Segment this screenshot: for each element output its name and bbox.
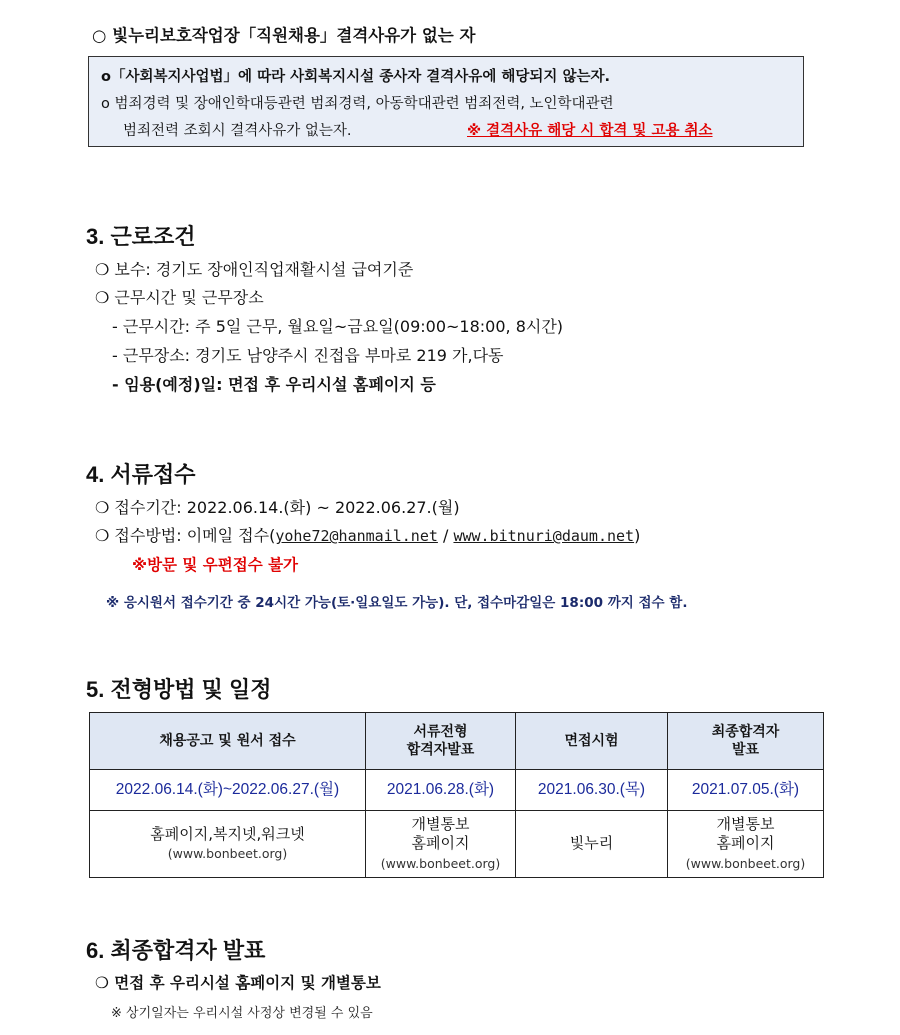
- header-document-screening: 서류전형 합격자발표: [366, 713, 516, 770]
- pay-line: ❍ 보수: 경기도 장애인직업재활시설 급여기준: [95, 260, 414, 279]
- section-5-title: 5. 전형방법 및 일정: [86, 677, 272, 702]
- box-line-2: ο 범죄경력 및 장애인학대등관련 범죄경력, 아동학대관련 범죄전력, 노인학대관련: [101, 96, 614, 112]
- hours-place-line: ❍ 근무시간 및 근무장소: [95, 288, 264, 307]
- disqualification-heading: ○ 빛누리보호작업장「직원채용」결격사유가 없는 자: [92, 26, 476, 45]
- email-separator: /: [437, 526, 454, 545]
- section-6-title: 6. 최종합격자 발표: [86, 938, 266, 963]
- date-final-announcement: 2021.07.05.(화): [668, 770, 824, 811]
- header-final-announcement: 최종합격자 발표: [668, 713, 824, 770]
- channel-final-announcement: 개별통보 홈페이지 (www.bonbeet.org): [668, 811, 824, 878]
- header-interview: 면접시험: [516, 713, 668, 770]
- box-warning: ※ 결격사유 해당 시 합격 및 고용 취소: [467, 123, 713, 139]
- appointment-line: - 임용(예정)일: 면접 후 우리시설 홈페이지 등: [112, 375, 436, 394]
- channel-interview: 빛누리: [516, 811, 668, 878]
- channel-application: 홈페이지,복지넷,워크넷 (www.bonbeet.org): [90, 811, 366, 878]
- receipt-period-line: ❍ 접수기간: 2022.06.14.(화) ~ 2022.06.27.(월): [95, 498, 460, 517]
- table-row-dates: [90, 770, 824, 811]
- method-suffix: ): [634, 526, 641, 545]
- receipt-note: ※ 응시원서 접수기간 중 24시간 가능(토·일요일도 가능). 단, 접수마감일은 18:00 까지 접수 함.: [106, 595, 688, 611]
- schedule-change-note: ※ 상기일자는 우리시설 사정상 변경될 수 있음: [111, 1006, 373, 1021]
- email-link-1[interactable]: yohe72@hanmail.net: [275, 527, 438, 545]
- section-3-title: 3. 근로조건: [86, 224, 196, 249]
- header-application: 채용공고 및 원서 접수: [90, 713, 366, 770]
- final-announcement-line: ❍ 면접 후 우리시설 홈페이지 및 개별통보: [95, 974, 381, 992]
- box-line-3: 범죄전력 조회시 결격사유가 없는자.: [123, 123, 352, 139]
- work-place-line: - 근무장소: 경기도 남양주시 진접읍 부마로 219 가,다동: [112, 346, 504, 365]
- date-document-screening: 2021.06.28.(화): [366, 770, 516, 811]
- no-visit-notice: ※방문 및 우편접수 불가: [132, 556, 299, 574]
- receipt-method-line: [95, 523, 640, 546]
- box-line-1: ο「사회복지사업법」에 따라 사회복지시설 종사자 결격사유에 해당되지 않는자.: [101, 69, 610, 85]
- date-interview: 2021.06.30.(목): [516, 770, 668, 811]
- email-link-2[interactable]: www.bitnuri@daum.net: [453, 527, 635, 545]
- disqualification-box: [88, 56, 804, 147]
- schedule-table: [89, 712, 824, 878]
- section-4-title: 4. 서류접수: [86, 462, 196, 487]
- date-application: 2022.06.14.(화)~2022.06.27.(월): [90, 770, 366, 811]
- work-hours-line: - 근무시간: 주 5일 근무, 월요일~금요일(09:00~18:00, 8시간): [112, 317, 564, 336]
- table-row-channels: [90, 811, 824, 878]
- method-prefix: ❍ 접수방법: 이메일 접수(: [95, 526, 276, 545]
- table-header-row: [90, 713, 824, 770]
- channel-document-screening: 개별통보 홈페이지 (www.bonbeet.org): [366, 811, 516, 878]
